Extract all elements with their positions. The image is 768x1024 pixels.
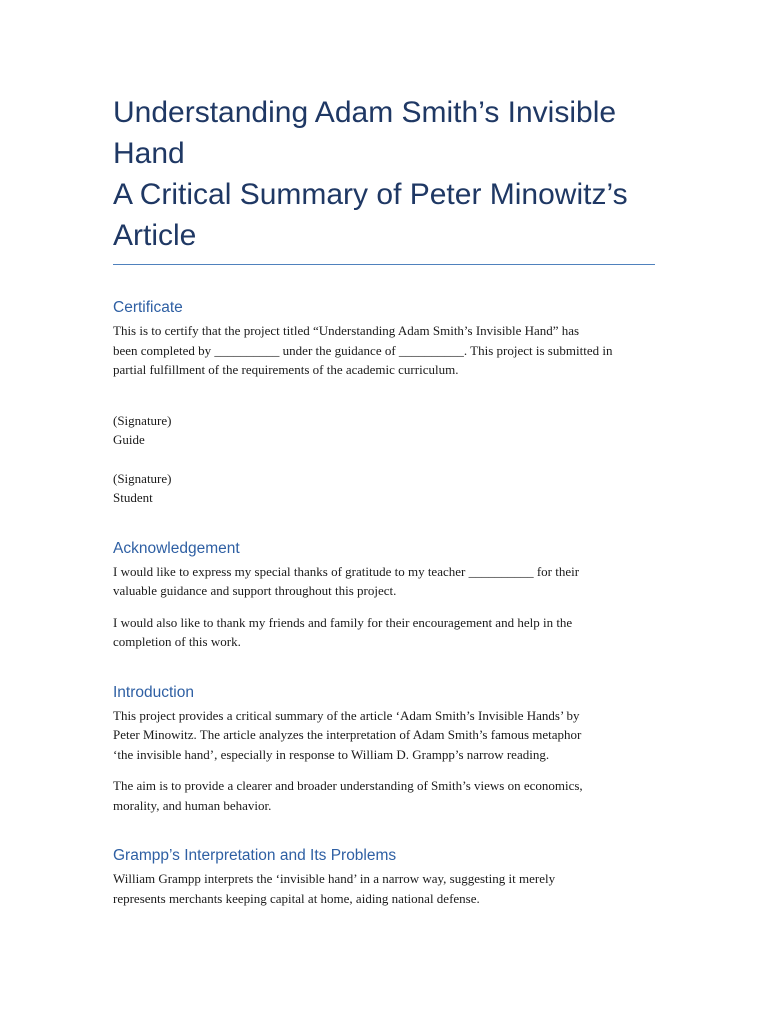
certificate-line-1: This is to certify that the project titled “Understanding Adam Smith’s Invisible Hand” has bbox=[113, 323, 580, 338]
document-page bbox=[113, 92, 655, 908]
student-signature-block bbox=[113, 469, 655, 508]
acknowledgement-section bbox=[113, 539, 655, 652]
acknowledgement-p1-line-1: I would like to express my special thanks of gratitude to my teacher __________ for their bbox=[113, 563, 580, 579]
student-role: Student bbox=[113, 490, 153, 505]
document-title bbox=[113, 92, 655, 256]
introduction-paragraph-1 bbox=[113, 706, 655, 765]
certificate-line-2: been completed by __________ under the guidance of __________. This project is submitted in bbox=[113, 342, 613, 358]
guide-signature-block bbox=[113, 411, 655, 450]
introduction-p2-line-2: morality, and human behavior. bbox=[113, 797, 272, 813]
acknowledgement-paragraph-1 bbox=[113, 562, 655, 601]
title-line-2: Hand bbox=[113, 137, 185, 170]
title-line-1: Understanding Adam Smith’s Invisible bbox=[113, 96, 617, 129]
introduction-p2-line-1: The aim is to provide a clearer and broader understanding of Smith’s views on economics, bbox=[113, 778, 583, 793]
certificate-heading: Certificate bbox=[113, 299, 183, 316]
title-line-3: A Critical Summary of Peter Minowitz’s bbox=[113, 178, 628, 211]
grampp-heading: Grampp’s Interpretation and Its Problems bbox=[113, 847, 397, 864]
certificate-line-3: partial fulfillment of the requirements of the academic curriculum. bbox=[113, 362, 459, 377]
acknowledgement-p2-line-2: completion of this work. bbox=[113, 634, 241, 649]
certificate-section bbox=[113, 298, 655, 508]
grampp-paragraph-1 bbox=[113, 869, 655, 908]
grampp-section bbox=[113, 846, 655, 908]
title-line-4: Article bbox=[113, 219, 197, 252]
acknowledgement-p2-line-1: I would also like to thank my friends and family for their encouragement and help in the bbox=[113, 614, 573, 630]
acknowledgement-p1-line-2: valuable guidance and support throughout this project. bbox=[113, 583, 397, 598]
student-signature-label: (Signature) bbox=[113, 470, 172, 486]
grampp-p1-line-2: represents merchants keeping capital at home, aiding national defense. bbox=[113, 890, 480, 906]
acknowledgement-heading: Acknowledgement bbox=[113, 539, 240, 557]
introduction-p1-line-3: ‘the invisible hand’, especially in response to William D. Grampp’s narrow reading. bbox=[113, 746, 550, 762]
title-underline-rule bbox=[113, 264, 655, 265]
introduction-heading: Introduction bbox=[113, 683, 194, 701]
guide-signature-label: (Signature) bbox=[113, 412, 172, 428]
certificate-paragraph bbox=[113, 321, 655, 380]
acknowledgement-paragraph-2 bbox=[113, 613, 655, 652]
grampp-p1-line-1: William Grampp interprets the ‘invisible hand’ in a narrow way, suggesting it merely bbox=[113, 871, 556, 886]
introduction-p1-line-1: This project provides a critical summary of the article ‘Adam Smith’s Invisible Hands’ by bbox=[113, 707, 580, 723]
introduction-p1-line-2: Peter Minowitz. The article analyzes the interpretation of Adam Smith’s famous metaphor bbox=[113, 727, 582, 742]
guide-role: Guide bbox=[113, 432, 145, 447]
introduction-section bbox=[113, 683, 655, 816]
introduction-paragraph-2 bbox=[113, 776, 655, 815]
